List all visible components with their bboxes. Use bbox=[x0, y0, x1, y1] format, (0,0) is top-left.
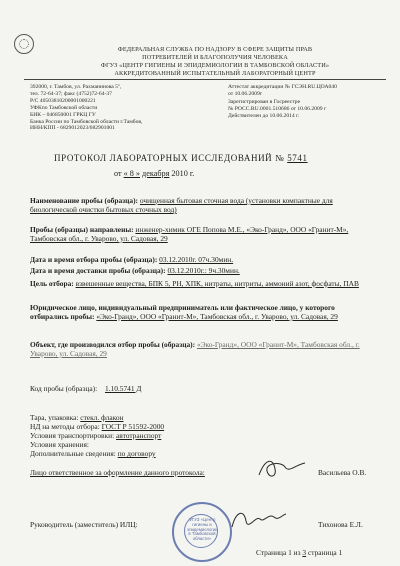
nd-value: ГОСТ Р 51592-2000 bbox=[101, 422, 165, 431]
header-line-1: ФЕДЕРАЛЬНАЯ СЛУЖБА ПО НАДЗОРУ В СФЕРЕ ЗАЩИТЫ ПРАВ bbox=[117, 46, 313, 53]
extra-row bbox=[30, 449, 156, 458]
code-value: 1.10.5741 Д bbox=[105, 384, 142, 393]
header-line-4: АККРЕДИТОВАННЫЙ ИСПЫТАТЕЛЬНЫЙ ЛАБОРАТОРНЫЙ ЦЕНТР bbox=[114, 70, 316, 77]
org-account: Р/С 40503810200001000221 bbox=[30, 97, 96, 104]
page-counter-total: 3 bbox=[302, 548, 307, 557]
organization-stamp bbox=[172, 502, 232, 562]
storage-label: Условия хранения: bbox=[30, 440, 89, 449]
date-prefix: от bbox=[114, 169, 122, 178]
sample-name-value: очищенная бытовая сточная вода (установки компактные для биологической очистки бытовых сточных вод) bbox=[30, 196, 333, 214]
code-label: Код пробы (образца): bbox=[30, 384, 98, 393]
storage-row bbox=[30, 440, 89, 449]
transport-label: Условия транспортировки: bbox=[30, 431, 115, 440]
head-name: Тихонова Е.Л. bbox=[318, 520, 363, 529]
sample-name-row bbox=[30, 196, 372, 214]
org-ufk: УФКпо Тамбовской области bbox=[30, 104, 98, 111]
object-value: «Эко-Гранд», ООО «Гранит-М», Тамбовская обл., г. Уварово, ул. Садовая, 29 bbox=[30, 340, 360, 358]
protocol-date bbox=[114, 169, 194, 178]
header-line-2: ПОТРЕБИТЕЛЕЙ И БЛАГОПОЛУЧИЯ ЧЕЛОВЕКА bbox=[142, 54, 288, 61]
org-bank: Банка России по Тамбовской области г.Тамбов, bbox=[30, 118, 143, 125]
purpose-label: Цель отбора: bbox=[30, 279, 74, 288]
delivery-date-row bbox=[30, 266, 240, 275]
delivery-date-value: 03.12.2010г.: 9ч.30мин. bbox=[167, 266, 240, 275]
header-line-3: ФГУЗ «ЦЕНТР ГИГИЕНЫ И ЭПИДЕМИОЛОГИИ В ТАМБОВСКОЙ ОБЛАСТИ» bbox=[100, 62, 330, 69]
extra-value: по договору bbox=[117, 449, 156, 458]
transport-row bbox=[30, 431, 161, 440]
directed-row bbox=[30, 225, 372, 243]
head-row bbox=[30, 520, 138, 529]
head-signature bbox=[228, 505, 288, 533]
container-label: Тара, упаковка: bbox=[30, 413, 79, 422]
registry-number: № РОСС.RU.0001.510686 от 10.06.2009 г bbox=[228, 105, 327, 112]
protocol-number: 5741 bbox=[287, 153, 308, 163]
delivery-date-label: Дата и время доставки пробы (образца): bbox=[30, 266, 166, 275]
nd-label: НД на методы отбора: bbox=[30, 422, 100, 431]
org-address: 392000, г. Тамбов, ул. Рахманинова 5º, bbox=[30, 84, 122, 90]
legal-entity-label: Юридическое лицо, индивидуальный предприниматель или фактическое лицо, у которого отбирались пробы: bbox=[30, 303, 335, 321]
org-phone: тел. 72-64-37; факс (4752)72-64-37 bbox=[30, 90, 112, 97]
responsible-row bbox=[30, 468, 205, 477]
sampling-date-value: 03.12.2010г. 07ч.30мин. bbox=[159, 255, 234, 264]
date-month: декабря bbox=[142, 169, 170, 178]
stamp-text: ФГУЗ «Центр гигиены и эпидемиологии в Тамбовской области» bbox=[187, 517, 218, 542]
purpose-row bbox=[30, 279, 372, 288]
accreditation-date: от 10.06.2009г bbox=[228, 91, 263, 98]
page-counter bbox=[256, 548, 342, 557]
nd-row bbox=[30, 422, 164, 431]
page-counter-suffix: страница 1 bbox=[307, 548, 343, 557]
directed-label: Пробы (образцы) направлены: bbox=[30, 225, 134, 234]
protocol-title bbox=[54, 153, 308, 163]
head-label: Руководитель (заместитель) ИЛЦ: bbox=[30, 520, 138, 529]
extra-label: Дополнительные сведения: bbox=[30, 449, 116, 458]
object-label: Объект, где производился отбор пробы (образца): bbox=[30, 340, 196, 349]
org-bik: БИК – 046850001 ГРКЦ ГУ bbox=[30, 111, 96, 118]
header-divider bbox=[24, 79, 386, 80]
org-inn: ИНН/КПП - 6829012023/682901001 bbox=[30, 125, 115, 132]
protocol-title-text: ПРОТОКОЛ ЛАБОРАТОРНЫХ ИССЛЕДОВАНИЙ № bbox=[54, 153, 285, 163]
accreditation-info bbox=[228, 84, 337, 120]
date-day: « 8 » bbox=[123, 169, 140, 178]
responsible-name: Васильева О.В. bbox=[318, 468, 367, 477]
accreditation-number: Аттестат аккредитации № ГСЭН.RU.ЦОА040 bbox=[228, 84, 337, 90]
sampling-date-row bbox=[30, 255, 233, 264]
sample-name-label: Наименование пробы (образца): bbox=[30, 196, 138, 205]
registry-label: Зарегистрирован в Госреестре bbox=[228, 98, 301, 105]
emblem-icon bbox=[14, 34, 34, 54]
page-counter-label: Страница 1 из bbox=[256, 548, 301, 557]
responsible-signature bbox=[255, 455, 310, 481]
code-row bbox=[30, 384, 141, 393]
legal-entity-value: «Эко-Гранд», ООО «Гранит-М», Тамбовская обл., г. Уварово, ул. Садовая, 29 bbox=[96, 312, 338, 321]
object-row bbox=[30, 340, 372, 358]
valid-until: Действителен до 10.06.2014 г. bbox=[228, 113, 300, 120]
container-value: стекл. флакон bbox=[80, 413, 124, 422]
directed-value: инженер-химик ОГЕ Попова М.Е., «Эко-Гранд», ООО «Гранит-М», Тамбовская обл., г. Уварово, ул. Садовая, 29 bbox=[30, 225, 349, 243]
org-info-left bbox=[30, 84, 142, 132]
sampling-date-label: Дата и время отбора пробы (образца): bbox=[30, 255, 158, 264]
container-row bbox=[30, 413, 124, 422]
purpose-value: взвешенные вещества, БПК 5, РН, ХПК, нитраты, нитриты, аммоний азот, фосфаты, ПАВ bbox=[75, 279, 359, 288]
legal-entity-row bbox=[30, 303, 372, 321]
transport-value: автотранспорт bbox=[116, 431, 162, 440]
date-year: 2010 г. bbox=[171, 169, 195, 178]
responsible-label: Лицо ответственное за оформление данного протокола: bbox=[30, 468, 205, 477]
